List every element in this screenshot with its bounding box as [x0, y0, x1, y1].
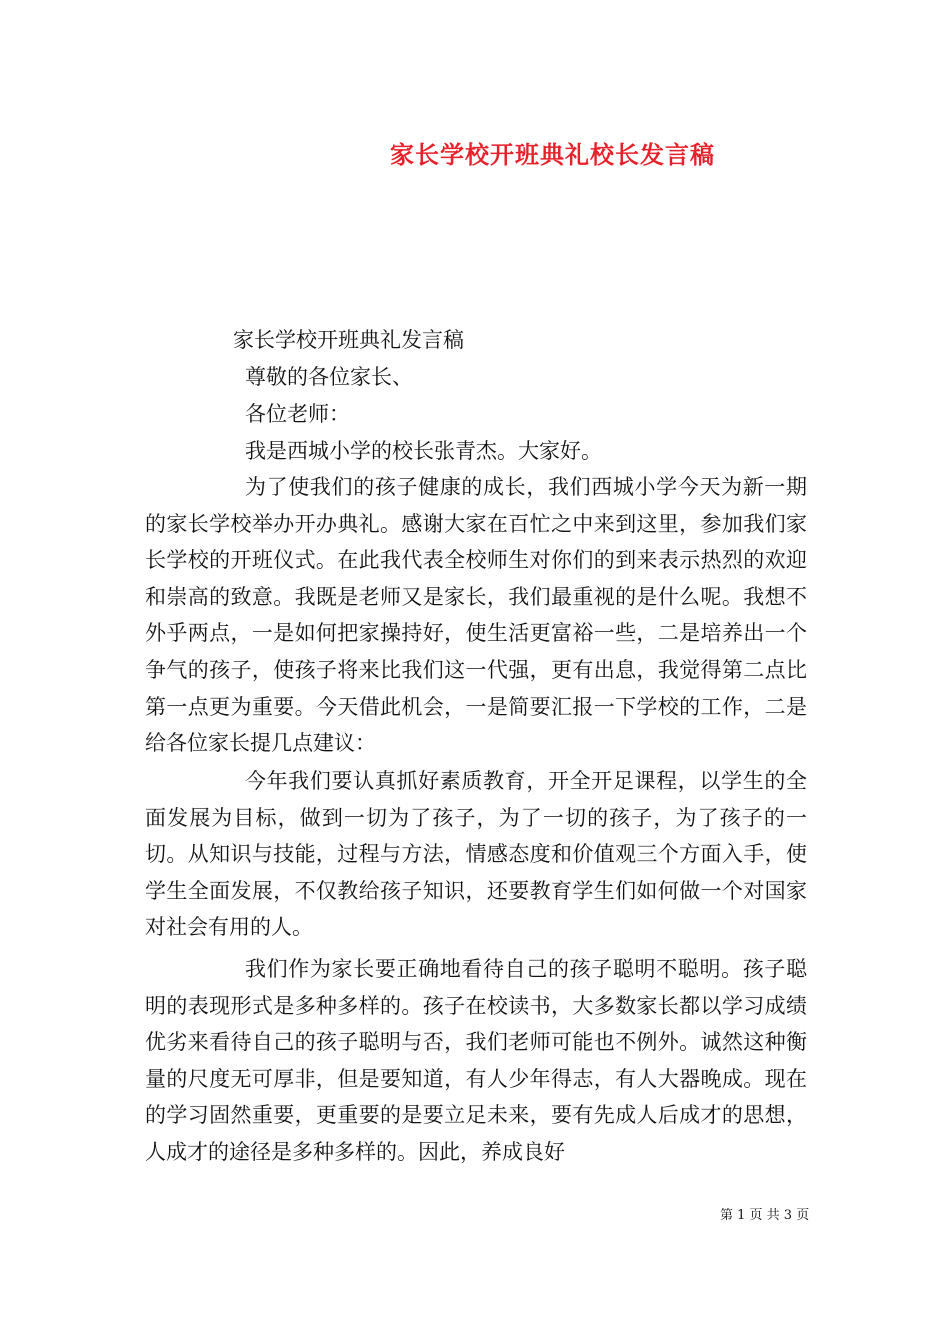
document-title: 家长学校开班典礼校长发言稿 — [390, 140, 715, 169]
salutation-line-1: 尊敬的各位家长、 — [245, 365, 413, 389]
salutation-line-2: 各位老师： — [245, 402, 350, 426]
body-paragraph-3: 我们作为家长要正确地看待自己的孩子聪明不聪明。孩子聪明的表现形式是多种多样的。孩子在校读书，大多数家长都以学习成绩优劣来看待自己的孩子聪明与否，我们老师可能也不例外。诚然这种衡量的尺度无可厚非，但是要知道，有人少年得志，有人大器晚成。现在的学习固然重要，更重要的是要立足未来，要有先成人后成才的思想，人成才的途径是多种多样的。因此，养成良好 — [145, 957, 807, 1164]
body-paragraph-2: 今年我们要认真抓好素质教育，开全开足课程，以学生的全面发展为目标，做到一切为了孩子，为了一切的孩子，为了孩子的一切。从知识与技能，过程与方法，情感态度和价值观三个方面入手，使学生全面发展，不仅教给孩子知识，还要教育学生们如何做一个对国家对社会有用的人。 — [145, 769, 807, 940]
page-footer: 第 1 页 共 3 页 — [720, 1208, 810, 1223]
body-paragraph-1: 为了使我们的孩子健康的成长，我们西城小学今天为新一期的家长学校举办开办典礼。感谢大家在百忙之中来到这里，参加我们家长学校的开班仪式。在此我代表全校师生对你们的到来表示热烈的欢迎和崇高的致意。我既是老师又是家长，我们最重视的是什么呢。我想不外乎两点，一是如何把家操持好，使生活更富裕一些，二是培养出一个争气的孩子，使孩子将来比我们这一代强，更有出息，我觉得第二点比第一点更为重要。今天借此机会，一是简要汇报一下学校的工作，二是给各位家长提几点建议： — [145, 475, 807, 756]
document-subtitle: 家长学校开班典礼发言稿 — [233, 328, 464, 352]
greeting-line: 我是西城小学的校长张青杰。大家好。 — [245, 439, 602, 463]
